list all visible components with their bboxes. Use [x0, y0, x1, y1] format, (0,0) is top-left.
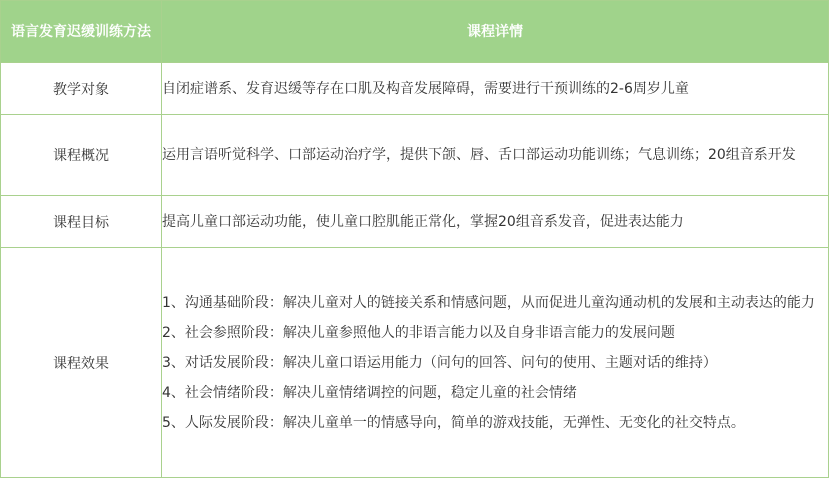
table-row-course-goal — [1, 196, 829, 248]
table-row-course-effect — [1, 248, 829, 478]
row-detail-course-goal: 提高儿童口部运动功能，使儿童口腔肌能正常化，掌握20组音系发音，促进表达能力 — [162, 196, 829, 248]
row-label-course-overview: 课程概况 — [1, 115, 162, 196]
table-row-target-audience — [1, 63, 829, 115]
table-row-course-overview — [1, 115, 829, 196]
effect-stage-social-emotion: 4、社会情绪阶段：解决儿童情绪调控的问题，稳定儿童的社会情绪 — [162, 384, 577, 401]
header-training-method: 语言发育迟缓训练方法 — [1, 1, 162, 63]
row-detail-course-effect — [162, 248, 829, 478]
table-header-row — [1, 1, 829, 63]
effect-stage-interpersonal-development: 5、人际发展阶段：解决儿童单一的情感导向，简单的游戏技能，无弹性、无变化的社交特点。 — [162, 414, 745, 431]
row-label-course-goal: 课程目标 — [1, 196, 162, 248]
row-detail-course-overview: 运用言语听觉科学、口部运动治疗学，提供下颌、唇、舌口部运动功能训练；气息训练；20组音系开发 — [162, 115, 829, 196]
row-label-target-audience: 教学对象 — [1, 63, 162, 115]
effect-stage-social-referencing: 2、社会参照阶段：解决儿童参照他人的非语言能力以及自身非语言能力的发展问题 — [162, 324, 675, 341]
effect-stage-dialogue-development: 3、对话发展阶段：解决儿童口语运用能力（问句的回答、问句的使用、主题对话的维持） — [162, 354, 717, 371]
header-course-details: 课程详情 — [162, 1, 829, 63]
row-detail-target-audience: 自闭症谱系、发育迟缓等存在口肌及构音发展障碍，需要进行干预训练的2-6周岁儿童 — [162, 63, 829, 115]
effect-stage-communication-basics: 1、沟通基础阶段：解决儿童对人的链接关系和情感问题，从而促进儿童沟通动机的发展和主动表达的能力 — [162, 294, 815, 311]
row-label-course-effect: 课程效果 — [1, 248, 162, 478]
